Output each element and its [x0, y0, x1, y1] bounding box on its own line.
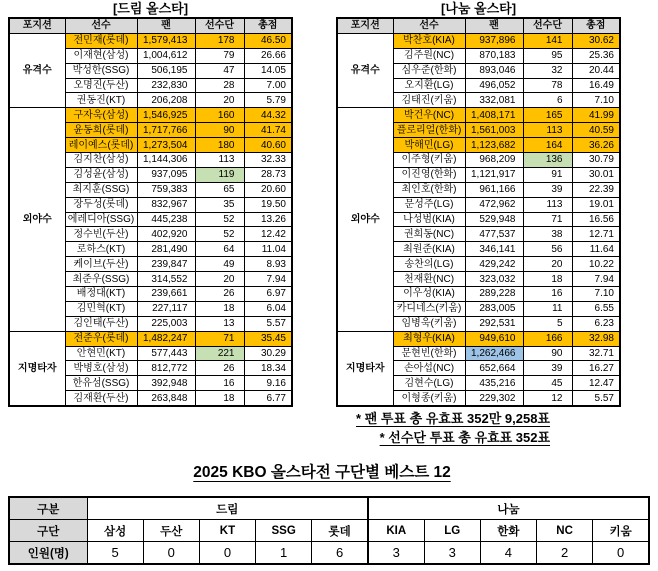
total-points-cell: 7.00	[244, 78, 292, 93]
total-points-cell: 12.71	[572, 227, 620, 242]
total-points-cell: 36.26	[572, 138, 620, 153]
squad-votes-cell: 136	[523, 153, 572, 168]
fan-votes-cell: 281,490	[137, 242, 195, 257]
total-points-cell: 35.45	[244, 331, 292, 346]
fan-votes-cell: 1,004,612	[137, 48, 195, 63]
squad-votes-cell: 160	[195, 108, 244, 123]
player-row	[337, 33, 620, 48]
player-name-cell: 오명진(두산)	[65, 78, 137, 93]
squad-votes-cell: 78	[523, 78, 572, 93]
total-points-cell: 32.33	[244, 153, 292, 168]
summary-team-row	[9, 520, 649, 542]
fan-votes-cell: 1,144,306	[137, 153, 195, 168]
total-points-cell: 7.10	[572, 287, 620, 302]
squad-votes-cell: 90	[195, 123, 244, 138]
squad-votes-cell: 71	[523, 212, 572, 227]
total-points-cell: 30.29	[244, 346, 292, 361]
dream-allstar-table	[8, 17, 293, 407]
total-points-cell: 32.71	[572, 346, 620, 361]
fan-votes-cell: 870,183	[465, 48, 523, 63]
fan-votes-cell: 1,579,413	[137, 33, 195, 48]
column-header: 팬	[137, 18, 195, 33]
total-points-cell: 19.50	[244, 197, 292, 212]
total-points-cell: 13.26	[244, 212, 292, 227]
squad-votes-cell: 16	[195, 376, 244, 391]
player-name-cell: 천재환(NC)	[393, 272, 465, 287]
column-header: 총점	[572, 18, 620, 33]
player-name-cell: 박병호(삼성)	[65, 361, 137, 376]
nanum-allstar-section	[336, 0, 621, 407]
summary-group-header-row	[9, 497, 649, 520]
player-name-cell: 전민재(롯데)	[65, 33, 137, 48]
player-name-cell: 김인태(두산)	[65, 316, 137, 331]
team-summary-table	[8, 496, 650, 565]
summary-title	[0, 460, 644, 482]
squad-votes-cell: 71	[195, 331, 244, 346]
squad-votes-cell: 113	[523, 123, 572, 138]
fan-votes-cell: 445,238	[137, 212, 195, 227]
player-name-cell: 김주원(NC)	[393, 48, 465, 63]
column-header: 총점	[244, 18, 292, 33]
fan-votes-cell: 229,302	[465, 391, 523, 406]
squad-votes-cell: 28	[195, 78, 244, 93]
total-points-cell: 6.23	[572, 316, 620, 331]
player-name-cell: 최인호(한화)	[393, 182, 465, 197]
fan-votes-cell: 332,081	[465, 93, 523, 108]
player-name-cell: 송찬의(LG)	[393, 257, 465, 272]
player-name-cell: 안현민(KT)	[65, 346, 137, 361]
total-points-cell: 40.60	[244, 138, 292, 153]
player-name-cell: 문현빈(한화)	[393, 346, 465, 361]
squad-votes-cell: 45	[523, 376, 572, 391]
total-points-cell: 41.74	[244, 123, 292, 138]
team-name-cell: SSG	[256, 520, 312, 542]
player-row	[337, 108, 620, 123]
player-row	[9, 331, 292, 346]
fan-votes-cell: 968,209	[465, 153, 523, 168]
squad-votes-cell: 32	[523, 63, 572, 78]
fan-votes-cell: 937,095	[137, 167, 195, 182]
squad-votes-cell: 91	[523, 167, 572, 182]
player-name-cell: 권동진(KT)	[65, 93, 137, 108]
squad-votes-cell: 18	[523, 272, 572, 287]
player-name-cell: 김지찬(삼성)	[65, 153, 137, 168]
nanum-table-title: [나눔 올스타]	[440, 1, 517, 16]
player-name-cell: 최지훈(SSG)	[65, 182, 137, 197]
fan-votes-cell: 937,896	[465, 33, 523, 48]
summary-row-label: 구단	[9, 520, 87, 542]
fan-votes-cell: 1,262,466	[465, 346, 523, 361]
total-points-cell: 20.44	[572, 63, 620, 78]
squad-votes-cell: 20	[195, 93, 244, 108]
fan-votes-cell: 392,948	[137, 376, 195, 391]
team-name-cell: KT	[199, 520, 255, 542]
player-count-cell: 4	[480, 542, 536, 565]
squad-votes-cell: 95	[523, 48, 572, 63]
position-cell: 지명타자	[9, 331, 65, 406]
player-count-cell: 6	[312, 542, 368, 565]
squad-votes-cell: 39	[523, 182, 572, 197]
dream-table-title: [드림 올스타]	[112, 1, 189, 16]
player-name-cell: 나성범(KIA)	[393, 212, 465, 227]
total-points-cell: 25.36	[572, 48, 620, 63]
player-count-cell: 5	[87, 542, 143, 565]
total-points-cell: 6.55	[572, 301, 620, 316]
squad-votes-cell: 113	[195, 153, 244, 168]
total-points-cell: 16.56	[572, 212, 620, 227]
squad-votes-cell: 166	[523, 331, 572, 346]
player-name-cell: 문성주(LG)	[393, 197, 465, 212]
squad-votes-cell: 26	[195, 361, 244, 376]
player-name-cell: 윤동희(롯데)	[65, 123, 137, 138]
fan-votes-cell: 1,123,682	[465, 138, 523, 153]
nanum-allstar-table	[336, 17, 621, 407]
fan-votes-cell: 239,847	[137, 257, 195, 272]
total-points-cell: 22.39	[572, 182, 620, 197]
player-name-cell: 김태진(키움)	[393, 93, 465, 108]
squad-votes-cell: 5	[523, 316, 572, 331]
squad-votes-cell: 26	[195, 287, 244, 302]
player-row	[9, 108, 292, 123]
total-points-cell: 7.94	[244, 272, 292, 287]
dream-allstar-section	[8, 0, 293, 407]
squad-votes-cell: 164	[523, 138, 572, 153]
player-name-cell: 이형종(키움)	[393, 391, 465, 406]
player-name-cell: 오지환(LG)	[393, 78, 465, 93]
team-name-cell: 두산	[143, 520, 199, 542]
player-name-cell: 구자욱(삼성)	[65, 108, 137, 123]
total-points-cell: 16.27	[572, 361, 620, 376]
summary-row-label: 인원(명)	[9, 542, 87, 565]
total-points-cell: 32.98	[572, 331, 620, 346]
squad-votes-cell: 18	[195, 391, 244, 406]
squad-votes-cell: 52	[195, 227, 244, 242]
total-points-cell: 11.64	[572, 242, 620, 257]
squad-votes-cell: 39	[523, 361, 572, 376]
fan-votes-cell: 893,046	[465, 63, 523, 78]
squad-votes-cell: 180	[195, 138, 244, 153]
fan-votes-cell: 949,610	[465, 331, 523, 346]
fan-votes-cell: 227,117	[137, 301, 195, 316]
total-points-cell: 6.97	[244, 287, 292, 302]
total-points-cell: 6.77	[244, 391, 292, 406]
squad-votes-cell: 11	[523, 301, 572, 316]
player-name-cell: 손아섭(NC)	[393, 361, 465, 376]
player-name-cell: 김현수(LG)	[393, 376, 465, 391]
fan-votes-cell: 577,443	[137, 346, 195, 361]
fan-votes-cell: 529,948	[465, 212, 523, 227]
player-name-cell: 이주형(키움)	[393, 153, 465, 168]
player-name-cell: 권희동(NC)	[393, 227, 465, 242]
total-points-cell: 46.50	[244, 33, 292, 48]
header-row	[337, 18, 620, 33]
position-cell: 외야수	[337, 108, 393, 331]
squad-votes-cell: 119	[195, 167, 244, 182]
player-name-cell: 이재현(삼성)	[65, 48, 137, 63]
squad-votes-cell: 79	[195, 48, 244, 63]
fan-votes-cell: 1,561,003	[465, 123, 523, 138]
player-name-cell: 박해민(LG)	[393, 138, 465, 153]
column-header: 팬	[465, 18, 523, 33]
total-points-cell: 30.79	[572, 153, 620, 168]
team-name-cell: LG	[424, 520, 480, 542]
position-cell: 외야수	[9, 108, 65, 331]
fan-votes-cell: 1,121,917	[465, 167, 523, 182]
player-name-cell: 카디네스(키움)	[393, 301, 465, 316]
total-points-cell: 5.57	[244, 316, 292, 331]
player-name-cell: 최준우(SSG)	[65, 272, 137, 287]
team-name-cell: NC	[537, 520, 593, 542]
player-count-cell: 0	[143, 542, 199, 565]
team-name-cell: 삼성	[87, 520, 143, 542]
fan-votes-cell: 283,005	[465, 301, 523, 316]
player-count-cell: 0	[593, 542, 649, 565]
player-name-cell: 박찬호(KIA)	[393, 33, 465, 48]
fan-votes-cell: 206,208	[137, 93, 195, 108]
squad-votes-cell: 221	[195, 346, 244, 361]
header-row	[9, 18, 292, 33]
player-name-cell: 김민혁(KT)	[65, 301, 137, 316]
fan-vote-total-footnote: * 팬 투표 총 유효표 352만 9,258표	[356, 411, 550, 426]
fan-votes-cell: 1,482,247	[137, 331, 195, 346]
team-name-cell: 롯데	[312, 520, 368, 542]
fan-votes-cell: 225,003	[137, 316, 195, 331]
summary-count-row	[9, 542, 649, 565]
fan-votes-cell: 496,052	[465, 78, 523, 93]
player-name-cell: 김성윤(삼성)	[65, 167, 137, 182]
total-points-cell: 7.94	[572, 272, 620, 287]
fan-votes-cell: 961,166	[465, 182, 523, 197]
player-row	[9, 33, 292, 48]
fan-votes-cell: 652,664	[465, 361, 523, 376]
player-name-cell: 최원준(KIA)	[393, 242, 465, 257]
team-name-cell: 키움	[593, 520, 649, 542]
player-row	[337, 331, 620, 346]
squad-votes-cell: 12	[523, 391, 572, 406]
squad-votes-cell: 18	[195, 301, 244, 316]
summary-title-text: 2025 KBO 올스타전 구단별 베스트 12	[193, 464, 451, 481]
fan-votes-cell: 759,383	[137, 182, 195, 197]
squad-votes-cell: 65	[195, 182, 244, 197]
league-header: 나눔	[368, 497, 649, 520]
total-points-cell: 12.47	[572, 376, 620, 391]
vote-total-footnotes	[336, 409, 550, 447]
column-header: 포지션	[9, 18, 65, 33]
fan-votes-cell: 1,273,504	[137, 138, 195, 153]
player-count-cell: 0	[199, 542, 255, 565]
total-points-cell: 19.01	[572, 197, 620, 212]
position-cell: 유격수	[9, 33, 65, 107]
player-name-cell: 심우준(한화)	[393, 63, 465, 78]
fan-votes-cell: 506,195	[137, 63, 195, 78]
column-header: 선수	[393, 18, 465, 33]
team-name-cell: KIA	[368, 520, 424, 542]
player-name-cell: 이우성(KIA)	[393, 287, 465, 302]
column-header: 선수	[65, 18, 137, 33]
column-header: 선수단	[523, 18, 572, 33]
total-points-cell: 5.57	[572, 391, 620, 406]
player-count-cell: 3	[368, 542, 424, 565]
player-count-cell: 1	[256, 542, 312, 565]
squad-votes-cell: 20	[195, 272, 244, 287]
total-points-cell: 5.79	[244, 93, 292, 108]
fan-votes-cell: 402,920	[137, 227, 195, 242]
fan-votes-cell: 263,848	[137, 391, 195, 406]
squad-votes-cell: 38	[523, 227, 572, 242]
team-name-cell: 한화	[480, 520, 536, 542]
fan-votes-cell: 289,228	[465, 287, 523, 302]
squad-votes-cell: 178	[195, 33, 244, 48]
fan-votes-cell: 832,967	[137, 197, 195, 212]
column-header: 포지션	[337, 18, 393, 33]
fan-votes-cell: 346,141	[465, 242, 523, 257]
squad-votes-cell: 64	[195, 242, 244, 257]
squad-votes-cell: 56	[523, 242, 572, 257]
squad-votes-cell: 20	[523, 257, 572, 272]
player-count-cell: 3	[424, 542, 480, 565]
total-points-cell: 30.62	[572, 33, 620, 48]
squad-votes-cell: 47	[195, 63, 244, 78]
total-points-cell: 7.10	[572, 93, 620, 108]
total-points-cell: 14.05	[244, 63, 292, 78]
total-points-cell: 9.16	[244, 376, 292, 391]
fan-votes-cell: 477,537	[465, 227, 523, 242]
total-points-cell: 41.99	[572, 108, 620, 123]
fan-votes-cell: 435,216	[465, 376, 523, 391]
player-name-cell: 김재환(두산)	[65, 391, 137, 406]
player-name-cell: 전준우(롯데)	[65, 331, 137, 346]
player-name-cell: 임병욱(키움)	[393, 316, 465, 331]
player-count-cell: 2	[537, 542, 593, 565]
squad-votes-cell: 113	[523, 197, 572, 212]
fan-votes-cell: 323,032	[465, 272, 523, 287]
total-points-cell: 6.04	[244, 301, 292, 316]
squad-votes-cell: 35	[195, 197, 244, 212]
fan-votes-cell: 292,531	[465, 316, 523, 331]
squad-vote-total-footnote: * 선수단 투표 총 유효표 352표	[379, 430, 550, 445]
fan-votes-cell: 232,830	[137, 78, 195, 93]
fan-votes-cell: 314,552	[137, 272, 195, 287]
squad-votes-cell: 13	[195, 316, 244, 331]
player-name-cell: 장두성(롯데)	[65, 197, 137, 212]
summary-row-label: 구분	[9, 497, 87, 520]
squad-votes-cell: 165	[523, 108, 572, 123]
squad-votes-cell: 16	[523, 287, 572, 302]
total-points-cell: 10.22	[572, 257, 620, 272]
fan-votes-cell: 1,408,171	[465, 108, 523, 123]
player-name-cell: 플로리얼(한화)	[393, 123, 465, 138]
player-name-cell: 로하스(KT)	[65, 242, 137, 257]
player-name-cell: 이진영(한화)	[393, 167, 465, 182]
fan-votes-cell: 239,661	[137, 287, 195, 302]
player-name-cell: 박건우(NC)	[393, 108, 465, 123]
squad-votes-cell: 49	[195, 257, 244, 272]
player-name-cell: 최형우(KIA)	[393, 331, 465, 346]
total-points-cell: 44.32	[244, 108, 292, 123]
player-name-cell: 정수빈(두산)	[65, 227, 137, 242]
player-name-cell: 레이예스(롯데)	[65, 138, 137, 153]
player-name-cell: 배정대(KT)	[65, 287, 137, 302]
position-cell: 유격수	[337, 33, 393, 107]
column-header: 선수단	[195, 18, 244, 33]
total-points-cell: 26.66	[244, 48, 292, 63]
total-points-cell: 18.34	[244, 361, 292, 376]
total-points-cell: 11.04	[244, 242, 292, 257]
total-points-cell: 8.93	[244, 257, 292, 272]
player-name-cell: 에레디아(SSG)	[65, 212, 137, 227]
fan-votes-cell: 1,546,925	[137, 108, 195, 123]
total-points-cell: 16.49	[572, 78, 620, 93]
squad-votes-cell: 90	[523, 346, 572, 361]
squad-votes-cell: 52	[195, 212, 244, 227]
total-points-cell: 30.01	[572, 167, 620, 182]
player-name-cell: 케이브(두산)	[65, 257, 137, 272]
total-points-cell: 28.73	[244, 167, 292, 182]
squad-votes-cell: 141	[523, 33, 572, 48]
total-points-cell: 12.42	[244, 227, 292, 242]
position-cell: 지명타자	[337, 331, 393, 406]
player-name-cell: 한유섬(SSG)	[65, 376, 137, 391]
fan-votes-cell: 1,717,766	[137, 123, 195, 138]
total-points-cell: 20.60	[244, 182, 292, 197]
league-header: 드림	[87, 497, 368, 520]
fan-votes-cell: 472,962	[465, 197, 523, 212]
total-points-cell: 40.59	[572, 123, 620, 138]
player-name-cell: 박성한(SSG)	[65, 63, 137, 78]
squad-votes-cell: 6	[523, 93, 572, 108]
fan-votes-cell: 812,772	[137, 361, 195, 376]
fan-votes-cell: 429,242	[465, 257, 523, 272]
